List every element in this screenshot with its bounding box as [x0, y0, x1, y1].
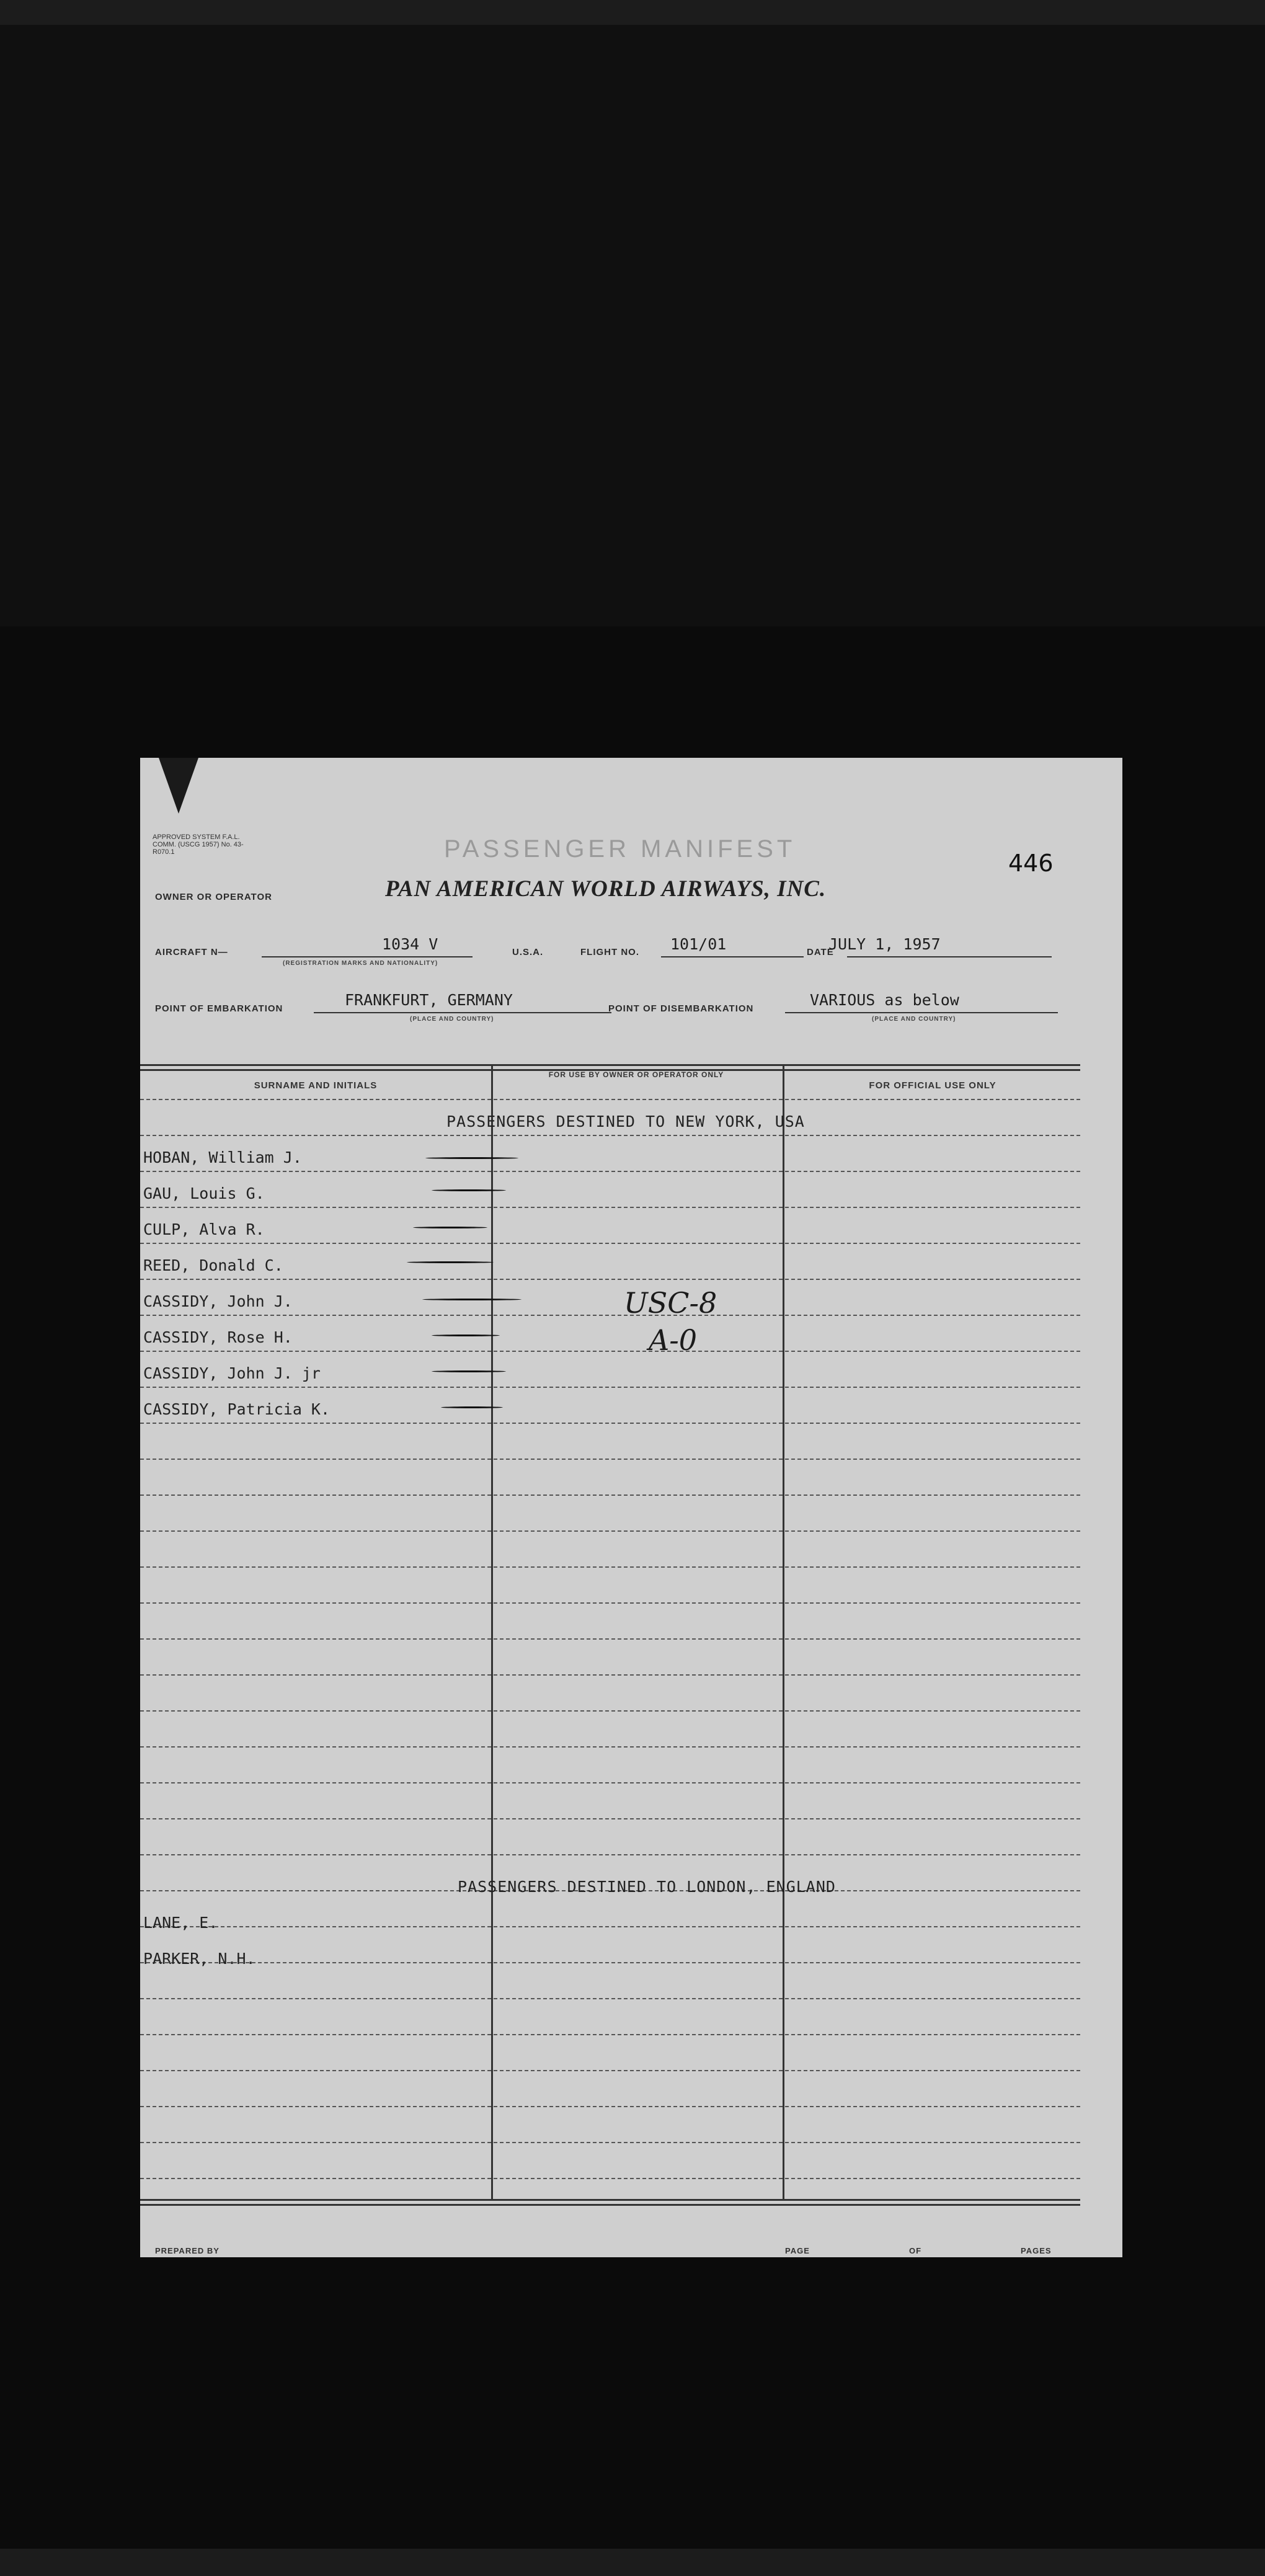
passenger-name: CASSIDY, John J.	[143, 1292, 293, 1310]
embarkation-label: POINT OF EMBARKATION	[155, 1003, 283, 1014]
date-value: JULY 1, 1957	[828, 935, 941, 953]
handwritten-check-mark	[432, 1370, 506, 1372]
scan-border-bottom	[0, 2549, 1265, 2576]
prepared-by-label: PREPARED BY	[155, 2246, 220, 2255]
scan-background-upper	[0, 25, 1265, 626]
usa-label: U.S.A.	[512, 947, 544, 957]
page-label: PAGE	[785, 2246, 810, 2255]
disembarkation-value: VARIOUS as below	[810, 991, 959, 1009]
column-header-surname: SURNAME AND INITIALS	[254, 1080, 378, 1091]
passenger-name: CULP, Alva R.	[143, 1220, 265, 1238]
of-label: OF	[909, 2246, 922, 2255]
passenger-name: HOBAN, William J.	[143, 1148, 302, 1166]
place-hint-embarkation: (PLACE AND COUNTRY)	[410, 1016, 494, 1023]
passenger-name: CASSIDY, Patricia K.	[143, 1400, 331, 1418]
page-number: 446	[1008, 850, 1054, 877]
date-label: DATE	[807, 947, 834, 957]
handwritten-check-mark	[422, 1299, 522, 1300]
aircraft-value: 1034 V	[382, 935, 438, 953]
form-title: PASSENGER MANIFEST	[444, 835, 796, 863]
handwritten-check-mark	[425, 1157, 518, 1159]
passenger-name: CASSIDY, John J. jr	[143, 1364, 321, 1382]
registration-hint: (REGISTRATION MARKS AND NATIONALITY)	[283, 960, 438, 967]
handwritten-check-mark	[441, 1406, 503, 1408]
place-hint-disembarkation: (PLACE AND COUNTRY)	[872, 1016, 956, 1023]
manifest-page	[140, 758, 1122, 2257]
owner-label: OWNER OR OPERATOR	[155, 892, 272, 902]
handwritten-annotation: A-0	[649, 1323, 698, 1357]
passenger-name: GAU, Louis G.	[143, 1184, 265, 1202]
handwritten-check-mark	[432, 1335, 500, 1336]
flight-value: 101/01	[670, 935, 727, 953]
aircraft-label: AIRCRAFT N—	[155, 947, 228, 957]
passenger-name: PARKER, N.H.	[143, 1950, 255, 1968]
passenger-name: CASSIDY, Rose H.	[143, 1328, 293, 1346]
airline-name: PAN AMERICAN WORLD AIRWAYS, INC.	[385, 876, 827, 902]
column-header-owner: FOR USE BY OWNER OR OPERATOR ONLY	[548, 1070, 724, 1079]
passenger-name: REED, Donald C.	[143, 1256, 283, 1274]
pages-label: PAGES	[1021, 2246, 1052, 2255]
scan-border-top	[0, 0, 1265, 25]
handwritten-annotation: USC-8	[624, 1286, 717, 1320]
section-header-new-york: PASSENGERS DESTINED TO NEW YORK, USA	[446, 1113, 805, 1130]
handwritten-check-mark	[432, 1189, 506, 1191]
embarkation-value: FRANKFURT, GERMANY	[345, 991, 513, 1009]
flight-label: FLIGHT NO.	[580, 947, 639, 957]
passenger-table	[140, 1064, 1080, 2199]
passenger-name: LANE, E.	[143, 1914, 218, 1932]
approval-note: APPROVED SYSTEM F.A.L. COMM. (USCG 1957) No. 43-R070.1	[153, 833, 244, 856]
handwritten-check-mark	[413, 1227, 487, 1228]
handwritten-check-mark	[407, 1261, 494, 1263]
corner-punch-mark	[159, 758, 198, 814]
column-header-official: FOR OFFICIAL USE ONLY	[869, 1080, 996, 1091]
section-header-london: PASSENGERS DESTINED TO LONDON, ENGLAND	[458, 1878, 836, 1896]
disembarkation-label: POINT OF DISEMBARKATION	[608, 1003, 754, 1014]
